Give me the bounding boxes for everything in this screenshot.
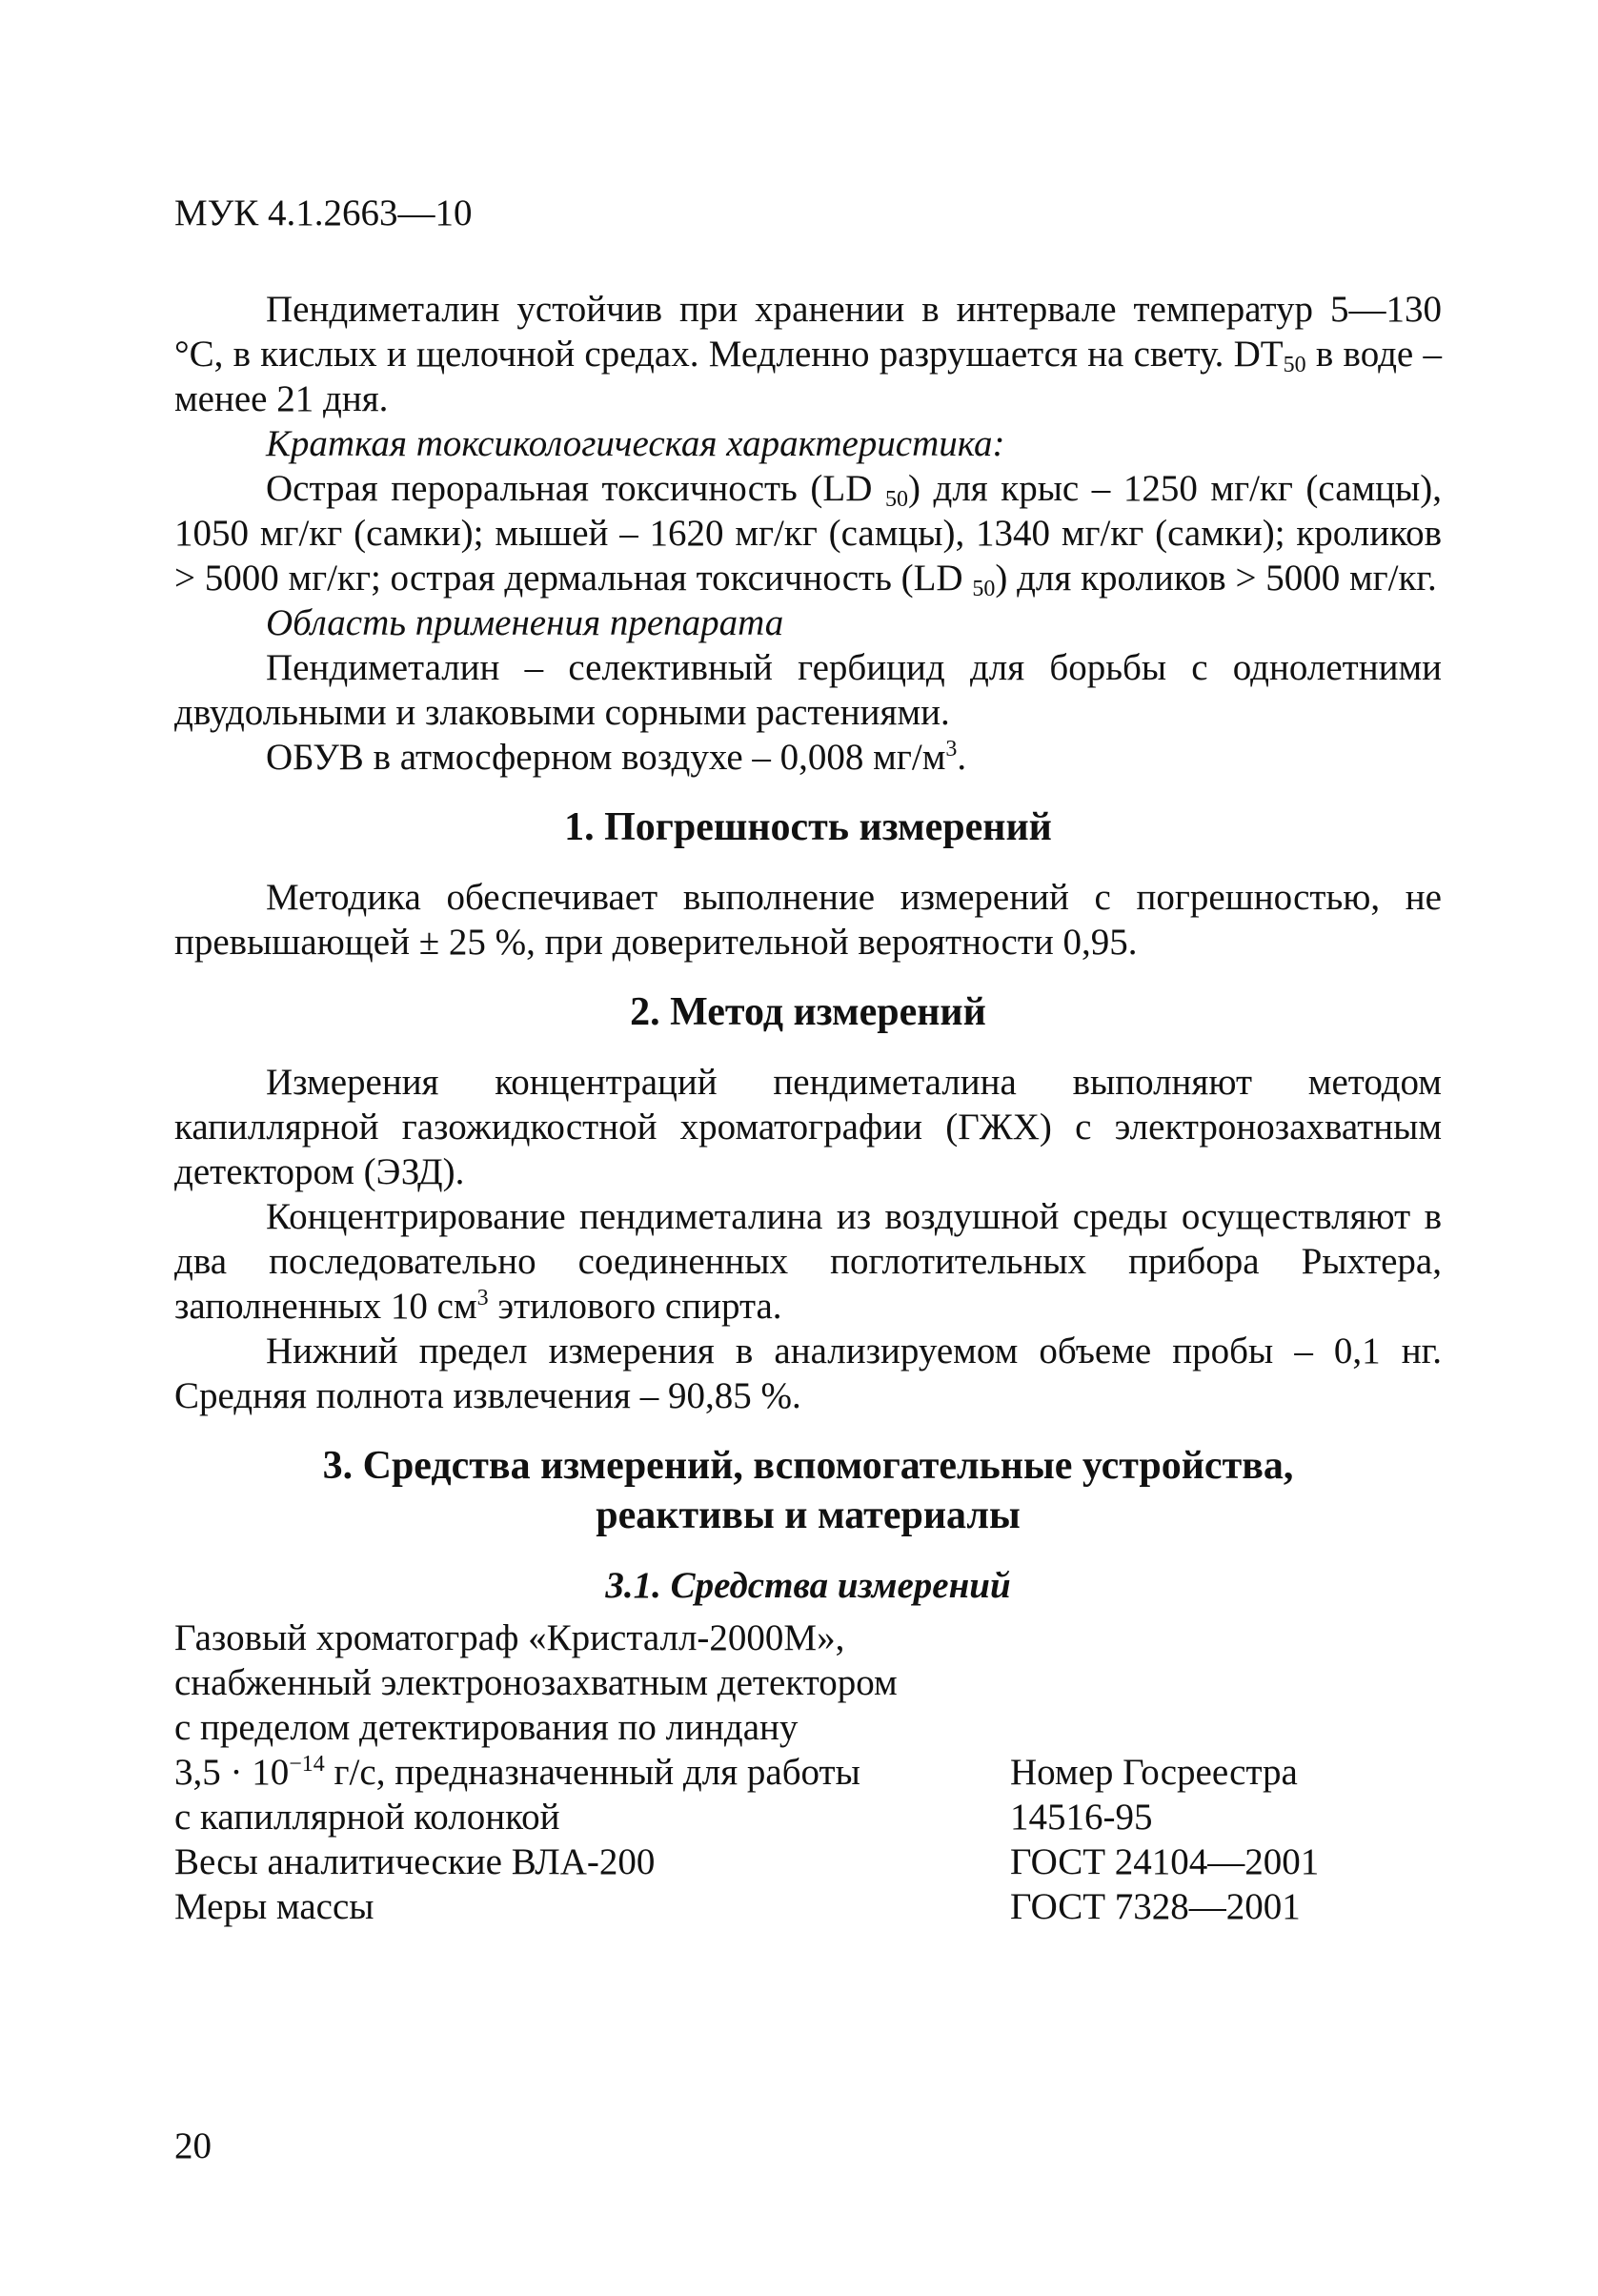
equipment-line: Газовый хроматограф «Кристалл-2000М», — [174, 1617, 845, 1658]
section-2-title: 2. Метод измерений — [630, 990, 986, 1034]
standard-reference: ГОСТ 24104—2001 — [1010, 1841, 1320, 1882]
toxicology-paragraph: Острая пероральная токсичность (LD $_{50}$) для крыс – 1250 мг/кг (самцы), 1050 мг/кг (самки); мышей – 1620 мг/кг (самцы), 1340 мг/кг (самки); кроликов > 5000 мг/кг; острая дермальная токсичность (LD $_{50}$) для кроликов > 5000 мг/кг. — [174, 468, 1442, 601]
section-2-paragraph-1: Измерения концентраций пендиметалина выполняют методом капиллярной газожидкостной хроматографии (ГЖХ) с электронозахватным детектором (ЭЗД). — [174, 1062, 1442, 1192]
standard-reference: ГОСТ 7328—2001 — [1010, 1886, 1301, 1927]
section-1-title: 1. Погрешность измерений — [564, 805, 1052, 849]
section-3-title: 3. Средства измерений, вспомогательные устройства, реактивы и материалы — [322, 1444, 1294, 1537]
equipment-line: с пределом детектирования по линдану — [174, 1707, 799, 1748]
page-number: 20 — [174, 2125, 212, 2166]
obuv-paragraph: ОБУВ в атмосферном воздухе – 0,008 $мг/м^3$. — [266, 737, 967, 778]
application-heading: Область применения препарата — [266, 602, 784, 643]
page-content — [174, 191, 1442, 1929]
registry-label: Номер Госреестра — [1010, 1752, 1298, 1793]
toxicology-heading: Краткая токсикологическая характеристика: — [266, 423, 1005, 464]
document-header: МУК 4.1.2663—10 — [174, 193, 473, 234]
subsection-3-1-title: 3.1. Средства измерений — [605, 1565, 1011, 1606]
equipment-line: Весы аналитические ВЛА-200 — [174, 1841, 656, 1882]
section-2-paragraph-3: Нижний предел измерения в анализируемом объеме пробы – 0,1 нг. Средняя полнота извлечения – 90,85 %. — [174, 1331, 1442, 1416]
stability-paragraph: Пендиметалин устойчив при хранении в интервале температур 5—130 °С, в кислых и щелочной средах. Медленно разрушается на свету. $DT_{50}$ в воде – менее 21 дня. — [174, 289, 1443, 419]
equipment-line: Меры массы — [174, 1886, 374, 1927]
application-paragraph: Пендиметалин – селективный гербицид для борьбы с однолетними двудольными и злаковыми сорными растениями. — [174, 647, 1442, 733]
section-1-text: Методика обеспечивает выполнение измерений с погрешностью, не превышающей ± 25 %, при доверительной вероятности 0,95. — [174, 877, 1442, 963]
equipment-line: с капиллярной колонкой — [174, 1797, 560, 1838]
registry-number: 14516-95 — [1010, 1797, 1153, 1838]
equipment-line: $3,5 \cdot 10^{-14}$ г/с, предназначенный для работы — [174, 1752, 860, 1793]
equipment-line: снабженный электронозахватным детектором — [174, 1662, 898, 1703]
equipment-list — [174, 1615, 1442, 1929]
section-2-paragraph-2: Концентрирование пендиметалина из воздушной среды осуществляют в два последовательно соединенных поглотительных прибора Рыхтера, заполненных 10 $см^3$ этилового спирта. — [174, 1196, 1442, 1327]
